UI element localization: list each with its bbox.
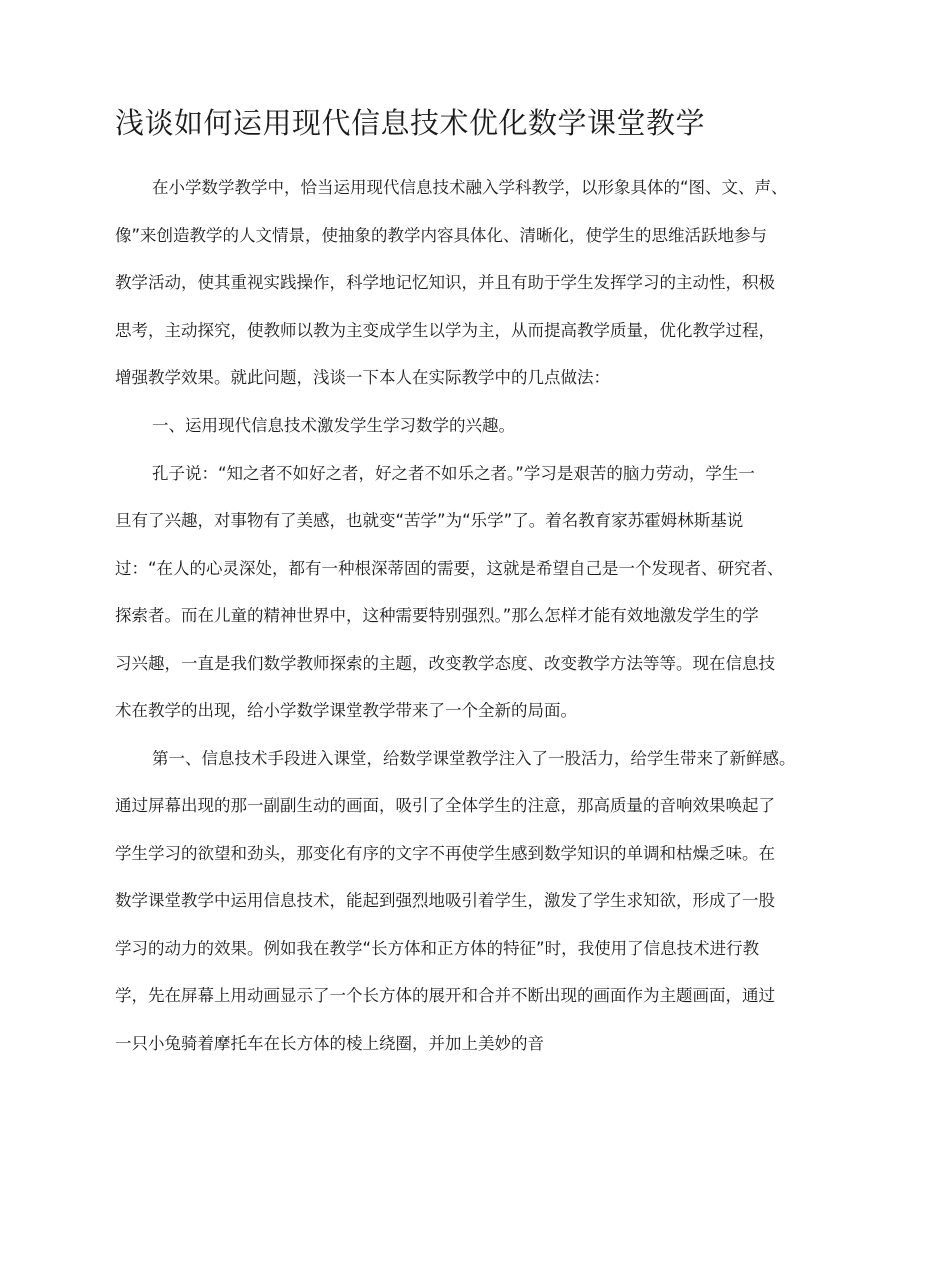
text-line: 学，先在屏幕上用动画显示了一个长方体的展开和合并不断出现的画面作为主题画面，通过 (115, 986, 775, 1005)
document-title: 浅谈如何运用现代信息技术优化数学课堂教学 (115, 106, 706, 140)
text-line: 过：“在人的心灵深处，都有一种根深蒂固的需要，这就是希望自己是一个发现者、研究者、 (115, 559, 784, 578)
text-line: 习兴趣，一直是我们数学教师探索的主题，改变教学态度、改变教学方法等等。现在信息技 (115, 654, 775, 673)
text-line: 教学活动，使其重视实践操作，科学地记忆知识，并且有助于学生发挥学习的主动性，积极 (115, 273, 775, 292)
text-line: 思考，主动探究，使教师以教为主变成学生以学为主，从而提高教学质量，优化教学过程， (115, 321, 775, 340)
text-line: 孔子说：“知之者不如好之者，好之者不如乐之者。”学习是艰苦的脑力劳动，学生一 (152, 464, 755, 483)
text-line: 通过屏幕出现的那一副副生动的画面，吸引了全体学生的注意，那高质量的音响效果唤起了 (115, 796, 775, 815)
text-line: 一只小兔骑着摩托车在长方体的棱上绕圈，并加上美妙的音 (115, 1034, 544, 1053)
text-line: 旦有了兴趣，对事物有了美感，也就变“苦学”为“乐学”了。着名教育家苏霍姆林斯基说 (115, 511, 744, 530)
text-line: 术在教学的出现，给小学数学课堂教学带来了一个全新的局面。 (115, 701, 577, 720)
text-line: 学习的动力的效果。例如我在教学“长方体和正方体的特征”时，我使用了信息技术进行教 (115, 939, 760, 958)
text-line: 学生学习的欲望和劲头，那变化有序的文字不再使学生感到数学知识的单调和枯燥乏味。在 (115, 844, 775, 863)
text-line: 在小学数学教学中，恰当运用现代信息技术融入学科教学，以形象具体的“图、文、声、 (152, 178, 788, 197)
text-line: 数学课堂教学中运用信息技术，能起到强烈地吸引着学生，激发了学生求知欲，形成了一股 (115, 891, 775, 910)
text-line: 探索者。而在儿童的精神世界中，这种需要特别强烈。”那么怎样才能有效地激发学生的学 (115, 606, 759, 625)
text-line: 增强教学效果。就此问题，浅谈一下本人在实际教学中的几点做法： (115, 368, 610, 387)
section-heading: 一、运用现代信息技术激发学生学习数学的兴趣。 (152, 416, 515, 435)
text-line: 像”来创造教学的人文情景，使抽象的教学内容具体化、清晰化，使学生的思维活跃地参与 (115, 226, 768, 245)
text-line: 第一、信息技术手段进入课堂，给数学课堂教学注入了一股活力，给学生带来了新鲜感。 (152, 749, 796, 768)
